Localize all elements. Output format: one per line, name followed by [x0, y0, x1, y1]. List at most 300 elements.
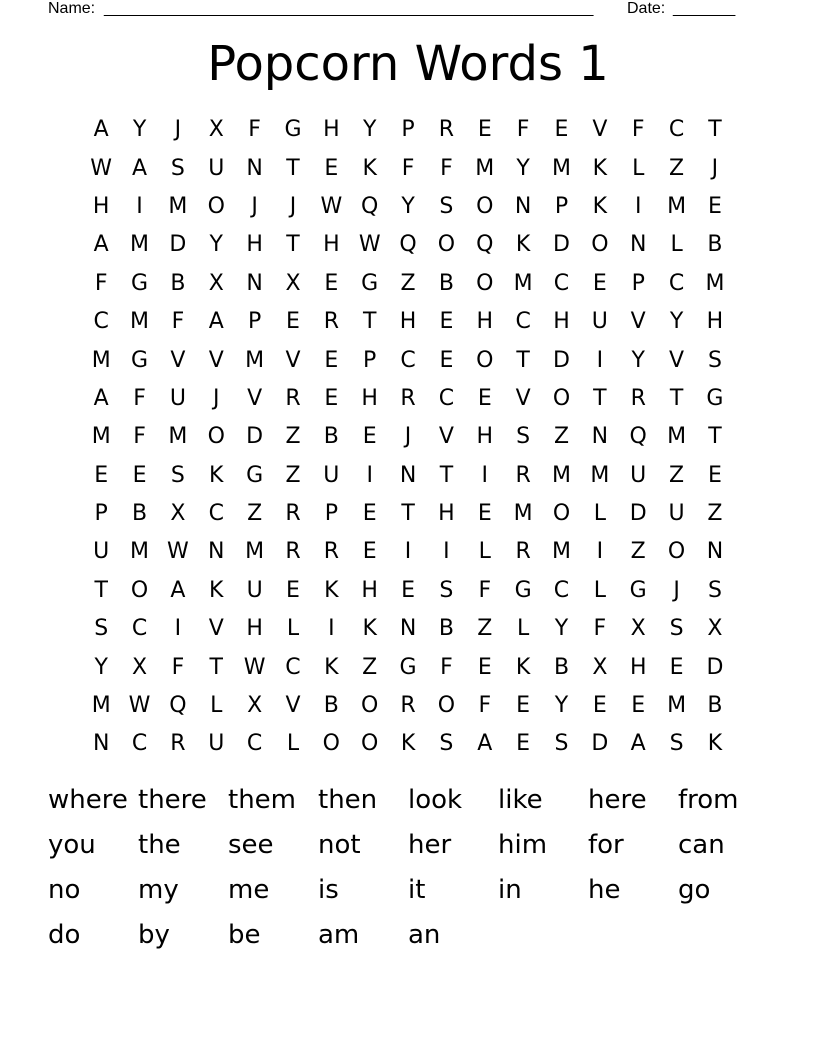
- grid-letter: L: [286, 731, 300, 757]
- grid-letter: Y: [631, 347, 645, 373]
- grid-letter: D: [706, 654, 724, 680]
- grid-letter: E: [132, 462, 147, 488]
- grid-letter: H: [323, 232, 340, 258]
- grid-letter: O: [207, 193, 225, 219]
- grid-letter: X: [630, 616, 646, 642]
- grid-row: [82, 648, 734, 686]
- word-list-item: where: [48, 785, 128, 816]
- grid-letter: P: [631, 270, 645, 296]
- grid-letter: O: [361, 731, 379, 757]
- grid-letter: K: [209, 577, 224, 603]
- grid-letter: Y: [516, 155, 530, 181]
- grid-letter: E: [516, 693, 531, 719]
- grid-letter: F: [171, 654, 185, 680]
- word-list-item: is: [318, 874, 339, 905]
- grid-letter: S: [554, 731, 569, 757]
- grid-letter: J: [289, 193, 297, 219]
- grid-row: [82, 725, 734, 763]
- word-list-item: can: [678, 830, 725, 861]
- grid-letter: C: [553, 577, 570, 603]
- grid-letter: E: [324, 347, 339, 373]
- grid-letter: R: [515, 539, 531, 565]
- grid-letter: M: [130, 232, 150, 258]
- grid-letter: K: [324, 654, 339, 680]
- grid-letter: X: [285, 270, 301, 296]
- grid-row: [82, 572, 734, 610]
- grid-letter: E: [286, 309, 300, 335]
- grid-letter: E: [592, 270, 607, 296]
- grid-letter: U: [630, 462, 647, 488]
- grid-letter: R: [285, 539, 301, 565]
- grid-letter: P: [554, 193, 569, 219]
- grid-letter: F: [133, 424, 146, 450]
- grid-letter: Q: [361, 193, 379, 219]
- grid-row: [82, 495, 734, 533]
- grid-letter: T: [669, 385, 684, 411]
- grid-letter: F: [516, 117, 530, 143]
- grid-letter: H: [706, 309, 724, 335]
- grid-letter: G: [246, 462, 264, 488]
- grid-letter: E: [324, 385, 339, 411]
- grid-letter: M: [245, 539, 265, 565]
- grid-letter: C: [93, 309, 109, 335]
- grid-letter: G: [284, 117, 302, 143]
- grid-letter: D: [553, 347, 570, 373]
- grid-letter: L: [210, 693, 223, 719]
- grid-letter: H: [361, 577, 378, 603]
- word-list-item: me: [228, 874, 270, 905]
- grid-letter: S: [439, 577, 454, 603]
- grid-letter: U: [169, 385, 186, 411]
- grid-letter: L: [517, 616, 530, 642]
- grid-letter: T: [593, 385, 607, 411]
- grid-letter: O: [130, 577, 149, 603]
- grid-letter: C: [438, 385, 455, 411]
- grid-letter: V: [592, 117, 608, 143]
- word-list-row: [48, 868, 768, 913]
- grid-letter: K: [324, 577, 339, 603]
- grid-letter: V: [669, 347, 685, 373]
- word-list-item: for: [588, 830, 624, 861]
- grid-letter: I: [136, 193, 143, 219]
- word-list-item: here: [588, 785, 647, 816]
- grid-letter: V: [208, 616, 224, 642]
- grid-letter: F: [478, 693, 492, 719]
- grid-letter: U: [668, 501, 685, 527]
- grid-letter: E: [669, 654, 684, 680]
- grid-letter: Z: [400, 270, 416, 296]
- grid-letter: B: [438, 616, 454, 642]
- grid-letter: I: [443, 539, 450, 565]
- grid-letter: Y: [554, 616, 569, 642]
- grid-letter: S: [170, 155, 185, 181]
- grid-letter: Y: [669, 309, 684, 335]
- grid-letter: F: [631, 117, 645, 143]
- grid-letter: M: [513, 270, 533, 296]
- grid-letter: M: [552, 462, 571, 488]
- grid-letter: X: [592, 654, 608, 680]
- grid-letter: S: [669, 616, 684, 642]
- word-list-item: no: [48, 874, 81, 905]
- grid-row: [82, 610, 734, 648]
- grid-letter: Z: [669, 155, 685, 181]
- grid-letter: Z: [247, 501, 263, 527]
- grid-letter: M: [667, 424, 687, 450]
- grid-letter: U: [208, 155, 225, 181]
- grid-letter: E: [554, 117, 569, 143]
- grid-letter: D: [553, 232, 570, 258]
- grid-letter: S: [516, 424, 531, 450]
- grid-letter: M: [667, 193, 687, 219]
- grid-letter: G: [629, 577, 647, 603]
- grid-letter: O: [207, 424, 225, 450]
- grid-letter: L: [593, 577, 606, 603]
- grid-letter: V: [170, 347, 186, 373]
- grid-letter: N: [246, 155, 263, 181]
- grid-letter: O: [591, 232, 609, 258]
- grid-letter: M: [513, 501, 533, 527]
- grid-letter: O: [361, 693, 379, 719]
- word-list-item: not: [318, 830, 361, 861]
- grid-letter: D: [246, 424, 264, 450]
- grid-letter: S: [94, 616, 109, 642]
- grid-letter: D: [629, 501, 647, 527]
- grid-letter: P: [247, 309, 262, 335]
- grid-letter: R: [400, 385, 416, 411]
- grid-letter: U: [208, 731, 225, 757]
- grid-letter: X: [170, 501, 186, 527]
- grid-letter: B: [553, 654, 570, 680]
- grid-letter: G: [131, 270, 149, 296]
- grid-row: [82, 533, 734, 571]
- grid-letter: M: [130, 309, 150, 335]
- grid-letter: C: [131, 616, 148, 642]
- grid-letter: V: [630, 309, 646, 335]
- grid-letter: K: [515, 232, 531, 258]
- grid-letter: A: [93, 385, 109, 411]
- grid-letter: F: [440, 654, 453, 680]
- grid-row: [82, 303, 734, 341]
- word-list-row: [48, 823, 768, 868]
- grid-letter: E: [516, 731, 531, 757]
- grid-letter: Q: [399, 232, 417, 258]
- grid-letter: L: [593, 501, 606, 527]
- grid-letter: H: [553, 309, 570, 335]
- grid-letter: H: [246, 616, 263, 642]
- grid-letter: G: [399, 654, 417, 680]
- grid-letter: R: [630, 385, 646, 411]
- grid-letter: Z: [362, 654, 378, 680]
- grid-letter: N: [246, 270, 263, 296]
- grid-letter: Y: [132, 117, 147, 143]
- grid-letter: K: [362, 155, 377, 181]
- grid-letter: M: [475, 155, 495, 181]
- word-list-item: see: [228, 830, 274, 861]
- grid-letter: L: [478, 539, 491, 565]
- grid-letter: B: [707, 693, 723, 719]
- grid-row: [82, 265, 734, 303]
- grid-letter: T: [439, 462, 454, 488]
- grid-letter: I: [404, 539, 412, 565]
- grid-letter: F: [171, 309, 185, 335]
- grid-letter: Q: [629, 424, 647, 450]
- word-list-item: it: [408, 874, 426, 905]
- grid-letter: O: [476, 193, 494, 219]
- grid-letter: T: [708, 424, 722, 450]
- word-list-item: then: [318, 785, 378, 816]
- grid-letter: I: [174, 616, 182, 642]
- grid-letter: N: [706, 539, 724, 565]
- grid-letter: M: [667, 693, 687, 719]
- grid-letter: G: [706, 385, 724, 411]
- grid-letter: H: [399, 309, 417, 335]
- word-list-item: by: [138, 919, 170, 950]
- grid-letter: M: [705, 270, 725, 296]
- grid-letter: U: [246, 577, 263, 603]
- grid-letter: E: [439, 309, 454, 335]
- grid-letter: L: [632, 155, 645, 181]
- grid-letter: J: [711, 155, 719, 181]
- grid-letter: E: [286, 577, 300, 603]
- grid-letter: U: [591, 309, 608, 335]
- word-list-item: the: [138, 830, 181, 861]
- grid-letter: P: [94, 501, 108, 527]
- grid-letter: S: [439, 731, 454, 757]
- grid-letter: R: [285, 385, 301, 411]
- word-list-item: look: [408, 785, 463, 816]
- grid-letter: E: [362, 424, 377, 450]
- grid-letter: S: [170, 462, 185, 488]
- grid-letter: G: [514, 577, 532, 603]
- word-list-item: you: [48, 830, 96, 861]
- grid-letter: M: [168, 424, 188, 450]
- grid-letter: B: [131, 501, 148, 527]
- grid-letter: Z: [553, 424, 570, 450]
- grid-letter: P: [324, 501, 338, 527]
- grid-letter: R: [170, 731, 186, 757]
- grid-letter: Q: [169, 693, 187, 719]
- grid-letter: X: [132, 654, 148, 680]
- grid-letter: O: [552, 501, 571, 527]
- grid-letter: P: [401, 117, 415, 143]
- grid-letter: K: [707, 731, 723, 757]
- grid-letter: E: [592, 693, 607, 719]
- grid-letter: W: [90, 155, 113, 181]
- grid-letter: C: [208, 501, 224, 527]
- grid-letter: V: [247, 385, 263, 411]
- grid-letter: T: [286, 155, 300, 181]
- grid-letter: V: [285, 347, 301, 373]
- grid-letter: T: [286, 232, 300, 258]
- grid-letter: E: [631, 693, 646, 719]
- grid-letter: T: [401, 501, 415, 527]
- grid-letter: H: [323, 117, 340, 143]
- grid-letter: B: [170, 270, 186, 296]
- grid-letter: E: [477, 385, 492, 411]
- grid-letter: I: [634, 193, 642, 219]
- grid-letter: K: [209, 462, 224, 488]
- grid-letter: Z: [630, 539, 646, 565]
- grid-letter: X: [707, 616, 723, 642]
- header-line: [48, 0, 748, 20]
- grid-letter: I: [596, 347, 604, 373]
- grid-letter: J: [251, 193, 258, 219]
- grid-letter: J: [404, 424, 412, 450]
- grid-letter: G: [131, 347, 149, 373]
- word-list-item: go: [678, 874, 711, 905]
- grid-letter: U: [93, 539, 110, 565]
- word-list-item: he: [588, 874, 621, 905]
- grid-letter: H: [629, 654, 647, 680]
- grid-letter: H: [246, 232, 263, 258]
- grid-letter: N: [92, 731, 110, 757]
- grid-letter: E: [477, 654, 492, 680]
- grid-letter: M: [91, 424, 111, 450]
- grid-row: [82, 380, 734, 418]
- grid-letter: L: [286, 616, 300, 642]
- grid-letter: D: [591, 731, 609, 757]
- grid-letter: K: [400, 731, 416, 757]
- grid-letter: A: [208, 309, 224, 335]
- grid-letter: F: [94, 270, 108, 296]
- grid-letter: A: [93, 117, 109, 143]
- grid-letter: O: [437, 693, 456, 719]
- grid-letter: E: [439, 347, 454, 373]
- word-list-item: from: [678, 785, 739, 816]
- grid-letter: H: [476, 424, 494, 450]
- grid-letter: O: [476, 347, 494, 373]
- grid-letter: Y: [401, 193, 415, 219]
- grid-letter: B: [438, 270, 454, 296]
- grid-letter: J: [673, 577, 680, 603]
- word-list-item: an: [408, 919, 441, 950]
- grid-letter: Z: [477, 616, 493, 642]
- grid-letter: O: [667, 539, 686, 565]
- grid-letter: F: [133, 385, 146, 411]
- grid-letter: H: [438, 501, 455, 527]
- grid-row: [82, 418, 734, 456]
- grid-letter: Y: [554, 693, 569, 719]
- grid-letter: F: [593, 616, 607, 642]
- grid-letter: P: [363, 347, 377, 373]
- grid-letter: S: [707, 577, 722, 603]
- grid-letter: C: [285, 654, 301, 680]
- date-label: Date:: [627, 0, 666, 17]
- grid-row: [82, 149, 734, 187]
- name-label: Name:: [48, 0, 96, 17]
- grid-letter: Z: [285, 424, 301, 450]
- grid-letter: I: [328, 616, 335, 642]
- word-list-item: her: [408, 830, 452, 861]
- grid-letter: A: [170, 577, 186, 603]
- grid-letter: O: [437, 232, 456, 258]
- word-list-item: there: [138, 785, 207, 816]
- grid-letter: M: [130, 539, 150, 565]
- grid-letter: R: [400, 693, 416, 719]
- word-list-item: in: [498, 874, 522, 905]
- word-list-row: [48, 912, 768, 957]
- grid-letter: H: [361, 385, 378, 411]
- grid-letter: N: [208, 539, 225, 565]
- grid-letter: W: [358, 232, 381, 258]
- grid-letter: E: [401, 577, 415, 603]
- grid-letter: N: [629, 232, 647, 258]
- grid-letter: E: [362, 539, 377, 565]
- grid-letter: R: [323, 539, 339, 565]
- grid-row: [82, 341, 734, 379]
- grid-letter: F: [248, 117, 261, 143]
- grid-letter: W: [167, 539, 189, 565]
- grid-letter: K: [362, 616, 377, 642]
- grid-letter: N: [591, 424, 609, 450]
- grid-letter: Z: [707, 501, 723, 527]
- grid-letter: S: [707, 347, 722, 373]
- grid-letter: E: [324, 270, 339, 296]
- grid-letter: R: [438, 117, 455, 143]
- grid-letter: Y: [209, 232, 223, 258]
- grid-letter: A: [132, 155, 148, 181]
- grid-letter: O: [552, 385, 571, 411]
- grid-letter: E: [362, 501, 377, 527]
- page-title: Popcorn Words 1: [207, 36, 609, 92]
- grid-letter: E: [94, 462, 109, 488]
- grid-letter: F: [478, 577, 492, 603]
- grid-letter: Z: [669, 462, 685, 488]
- grid-letter: V: [285, 693, 301, 719]
- grid-letter: F: [440, 155, 453, 181]
- grid-letter: V: [515, 385, 531, 411]
- grid-letter: W: [320, 193, 343, 219]
- grid-letter: A: [93, 232, 109, 258]
- word-list-row: [48, 778, 768, 823]
- grid-letter: Q: [476, 232, 494, 258]
- grid-letter: M: [590, 462, 610, 488]
- grid-letter: T: [209, 654, 223, 680]
- grid-row: [82, 111, 734, 149]
- word-list-item: him: [498, 830, 548, 861]
- grid-letter: W: [243, 654, 266, 680]
- grid-letter: W: [128, 693, 151, 719]
- grid-letter: Y: [94, 654, 108, 680]
- grid-letter: F: [401, 155, 415, 181]
- grid-letter: X: [208, 117, 224, 143]
- grid-row: [82, 226, 734, 264]
- grid-letter: O: [476, 270, 494, 296]
- grid-letter: L: [670, 232, 683, 258]
- grid-letter: T: [516, 347, 530, 373]
- grid-letter: O: [322, 731, 340, 757]
- grid-letter: K: [592, 155, 608, 181]
- word-list-item: them: [228, 785, 296, 816]
- grid-letter: M: [91, 693, 111, 719]
- name-blank-line: _______________________________________________________: [104, 0, 594, 17]
- grid-letter: V: [208, 347, 224, 373]
- word-list-item: be: [228, 919, 261, 950]
- word-list: [48, 778, 768, 957]
- grid-letter: A: [630, 731, 646, 757]
- grid-letter: C: [400, 347, 416, 373]
- grid-letter: H: [92, 193, 110, 219]
- grid-letter: T: [94, 577, 108, 603]
- grid-letter: I: [366, 462, 373, 488]
- grid-letter: X: [247, 693, 263, 719]
- grid-letter: R: [515, 462, 531, 488]
- grid-letter: I: [481, 462, 489, 488]
- grid-letter: C: [515, 309, 531, 335]
- grid-letter: M: [91, 347, 111, 373]
- grid-letter: E: [477, 117, 492, 143]
- grid-letter: B: [323, 424, 339, 450]
